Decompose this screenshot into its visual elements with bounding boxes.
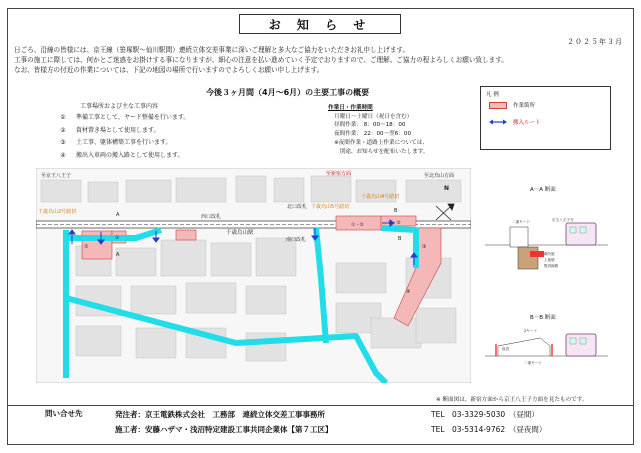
area-label: ④ [406,289,411,295]
works-item [50,125,240,138]
intro-line: 日ごろ、沿線の皆様には、京王線（笹塚駅～仙川駅間）連続立体交差事業に深いご理解と多大なご協力をいただきお礼申し上げます。 [14,46,410,54]
north-label: N [444,185,450,192]
legend-title: 凡 例 [486,92,499,98]
map-label-west-gate: 西口改札 [201,214,222,220]
schedule-title: 作業日・作業時間 [328,105,373,111]
notice-date: ２０２５年３月 [567,38,623,46]
works-num: ④ [60,151,66,159]
notice-title: お 知 ら せ [239,14,401,34]
works-num: ③ [60,139,66,146]
work-area-swatch [489,102,507,109]
area-label: ①・② [351,223,364,228]
client-tel: TEL 03-3329-5030 （昼間） [431,410,539,419]
route-arrow-icon [489,119,507,125]
works-heading: 工事場所および主な工事内容 [80,103,159,110]
map-label-north-gate: 北口改札 [287,204,308,210]
section-b-label: 二重ヤード [524,361,542,365]
section-a-label: 土留壁 [544,258,555,262]
intro-text [14,45,626,75]
intro-line: 工事の施工に際しては、何かとご迷惑をお掛けする事になりますが、細心の注意を払い進めていく予定でおりますので、ご理解、ご協力の程よろしくお願い致します。 [14,56,508,64]
works-num: ② [60,126,66,134]
section-a-label: 京王八王子方 [552,218,574,222]
section-b-diagram [480,320,613,380]
section-a-diagram [480,193,613,283]
section-note: ※ 断面図は、新宿方面から京王八王子方面を見たものです。 [436,397,588,403]
works-text: 搬出入車両の搬入路として使用します。 [76,151,184,159]
works-text: 準備工事として、ヤード整備を行います。 [76,114,190,121]
section-a-label: 既設線路 [544,264,559,268]
section-b-title: B－B 断面 [530,315,556,321]
schedule-line: 昼間作業： 8：00～18：00 [334,122,406,129]
map-label-station: 千歳烏山駅 [226,230,254,236]
section-label: A [116,212,120,218]
legend-route [489,118,541,126]
schedule-line: 夜間作業： 22：00～翌6：00 [334,131,412,138]
works-item [50,150,240,163]
area-label: ①・② [388,221,401,226]
contractor-info: 施工者：安藤ハザマ・浅沼特定建設工事共同企業体【第７工区】 [115,425,333,434]
map-label-crossing-4: 千歳烏山4号踏切 [361,194,400,200]
section-label: B [394,208,398,214]
map-label-south-gate: 南口改札 [286,237,307,243]
legend-work-area-label: 作業箇所 [513,103,536,109]
work-area [176,230,196,240]
map-label-crossing-5: 千歳烏山5号踏切 [311,204,350,210]
section-b-label: 2ヤード [524,329,538,333]
area-label: ③ [422,244,427,250]
schedule-line: 月曜日～土曜日（祝日を含む） [334,113,413,120]
works-text: 土工事、躯体構築工事を行います。 [76,139,172,146]
train-icon [566,334,596,356]
works-num: ① [60,114,66,121]
works-list [50,112,240,162]
schedule-line: ※夜間作業・道路上作業については、 [334,139,429,146]
contractor-tel: TEL 03-5314-9762 （昼夜間） [431,425,547,434]
train-icon [566,223,596,245]
works-item [50,112,240,125]
section-a-label: 鋼矢板 [544,252,555,256]
area-label: ② [115,236,120,241]
site-map [36,168,471,383]
map-label-crossing-2: 千歳烏山2号踏切 [38,209,77,215]
section-b-label: 仮設 [502,347,510,351]
section-label: B [398,236,402,242]
client-info: 発注者：京王電鉄株式会社 工務部 連続立体交差工事事務所 [115,410,325,419]
section-a-title: A－A 断面 [530,187,556,193]
legend-route-label: 搬入ルート [513,120,541,126]
legend-work-area [489,101,535,109]
schedule-block [328,104,428,156]
section-label: A [116,252,120,258]
legend-box [480,86,611,150]
works-item [50,137,240,150]
contact-footer [7,405,634,445]
intro-line: なお、皆様方の付近の作業については、下記の地図の場所で行いますのでよろしくお願い申し上げます。 [14,66,324,74]
section-a-label: 二重ヤード [512,220,530,224]
area-label: ① [84,244,89,250]
contact-label: 問い合せ先 [45,409,83,418]
map-label-kitakaramachi: 至北烏山方面 [424,173,455,179]
works-text: 資材置き場として使用します。 [76,126,160,134]
map-label-hachioji: 至京王八王子 [41,173,72,179]
schedule-line: 別途、お知らせを配布いたします。 [334,148,429,155]
map-label-new-shinjuku: 至新宿方面 [326,171,352,177]
overview-title: 今後３ヶ月間（4月～6月）の主要工事の概要 [206,88,370,97]
